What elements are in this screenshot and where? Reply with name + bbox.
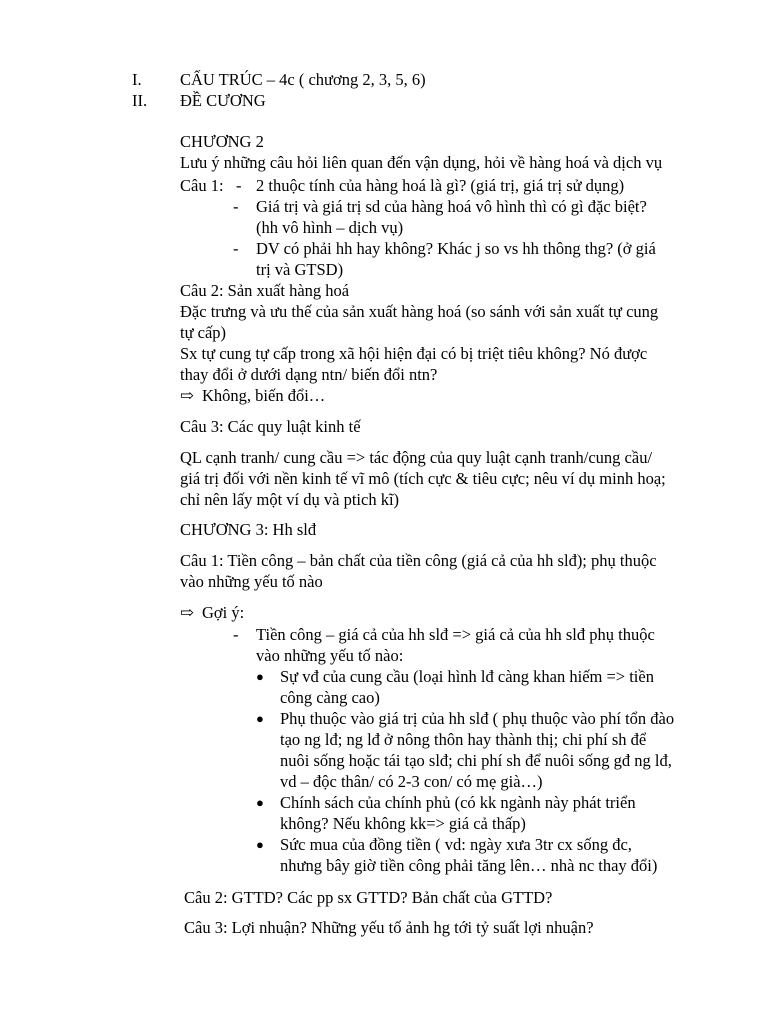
ch2-q2-line-1: Đặc trưng và ưu thế của sản xuất hàng hoá (so sánh với sản xuất tự cung — [180, 302, 659, 321]
ch2-q2-answer — [180, 386, 325, 406]
ch3-q1-line-1: Câu 1: Tiền công – bản chất của tiền công (giá cả của hh slđ); phụ thuộc — [180, 551, 657, 570]
dash-marker: - — [233, 197, 239, 216]
ch2-q1-item-2: Giá trị và giá trị sd của hàng hoá vô hình thì có gì đặc biệt? — [256, 197, 647, 216]
ch3-q2: Câu 2: GTTD? Các pp sx GTTD? Bản chất của GTTD? — [184, 888, 553, 907]
dash-marker: - — [233, 625, 239, 644]
ch2-q3-line-3: chỉ nên lấy một ví dụ và ptich kĩ) — [180, 490, 400, 509]
bullet-marker: ● — [256, 669, 264, 684]
ch3-hint-text: Gợi ý: — [202, 603, 245, 622]
ch2-q1-item-3: DV có phải hh hay không? Khác j so vs hh thông thg? (ở giá — [256, 239, 656, 258]
ch3-bullet-4-line-1: Sức mua của đồng tiền ( vd: ngày xưa 3tr cx sống đc, — [280, 835, 632, 854]
ch2-q1-item-3-cont: trị và GTSD) — [256, 260, 344, 279]
ch3-bullet-4-line-2: nhưng bây giờ tiền công phải tăng lên… nhà nc thay đổi) — [280, 856, 658, 875]
ch2-q3-heading: Câu 3: Các quy luật kinh tế — [180, 417, 361, 436]
bullet-marker: ● — [256, 711, 264, 726]
ch2-q3-line-2: giá trị đối với nền kinh tế vĩ mô (tích cực & tiêu cực; nêu ví dụ minh hoạ; — [180, 469, 666, 488]
ch2-q2-heading: Câu 2: Sản xuất hàng hoá — [180, 281, 350, 300]
arrow-icon: ⇨ — [180, 603, 194, 622]
ch3-dash-line-2: vào những yếu tố nào: — [256, 646, 404, 665]
dash-marker: - — [233, 239, 239, 258]
ch3-bullet-3-line-1: Chính sách của chính phủ (có kk ngành này phát triển — [280, 793, 636, 812]
outline-number-2: II. — [132, 91, 148, 110]
ch3-q3: Câu 3: Lợi nhuận? Những yếu tố ảnh hg tới tỷ suất lợi nhuận? — [184, 918, 594, 937]
ch3-bullet-2-line-4: vd – độc thân/ có 2-3 con/ có mẹ già…) — [280, 772, 543, 791]
arrow-icon: ⇨ — [180, 386, 194, 405]
bullet-marker: ● — [256, 837, 264, 852]
dash-marker: - — [236, 176, 242, 195]
ch2-q1-item-1: 2 thuộc tính của hàng hoá là gì? (giá trị, giá trị sử dụng) — [256, 176, 625, 195]
ch2-q2-line-3: Sx tự cung tự cấp trong xã hội hiện đại có bị triệt tiêu không? Nó được — [180, 344, 648, 363]
bullet-marker: ● — [256, 795, 264, 810]
ch3-bullet-2-line-2: tạo ng lđ; ng lđ ở nông thôn hay thành thị; chi phí sh để — [280, 730, 647, 749]
chapter-3-heading: CHƯƠNG 3: Hh slđ — [180, 520, 317, 539]
ch2-q2-line-4: thay đổi ở dưới dạng ntn/ biến đổi ntn? — [180, 365, 438, 384]
ch3-bullet-3-line-2: không? Nếu không kk=> giá cả thấp) — [280, 814, 526, 833]
ch3-hint — [180, 603, 244, 623]
ch3-bullet-2-line-1: Phụ thuộc vào giá trị của hh slđ ( phụ thuộc vào phí tổn đào — [280, 709, 675, 728]
ch2-q1-label: Câu 1: — [180, 176, 224, 195]
ch3-bullet-1-line-1: Sự vđ của cung cầu (loại hình lđ càng khan hiếm => tiền — [280, 667, 654, 686]
ch3-bullet-1-line-2: công càng cao) — [280, 688, 380, 707]
outline-item-structure: CẤU TRÚC – 4c ( chương 2, 3, 5, 6) — [180, 70, 426, 89]
outline-number-1: I. — [132, 70, 142, 89]
ch2-q3-line-1: QL cạnh tranh/ cung cầu => tác động của quy luật cạnh tranh/cung cầu/ — [180, 448, 653, 467]
ch3-q1-line-2: vào những yếu tố nào — [180, 572, 323, 591]
chapter-2-heading: CHƯƠNG 2 — [180, 132, 264, 151]
outline-item-syllabus: ĐỀ CƯƠNG — [180, 91, 266, 110]
ch2-q1-item-2-cont: (hh vô hình – dịch vụ) — [256, 218, 404, 237]
ch3-dash-line-1: Tiền công – giá cả của hh slđ => giá cả của hh slđ phụ thuộc — [256, 625, 655, 644]
ch2-q2-answer-text: Không, biến đổi… — [202, 386, 326, 405]
ch3-bullet-2-line-3: nuôi sống hoặc tái tạo slđ; chi phí sh để nuôi sống gđ ng lđ, — [280, 751, 672, 770]
ch2-q2-line-2: tự cấp) — [180, 323, 227, 342]
chapter-2-note: Lưu ý những câu hỏi liên quan đến vận dụng, hỏi về hàng hoá và dịch vụ — [180, 153, 663, 172]
